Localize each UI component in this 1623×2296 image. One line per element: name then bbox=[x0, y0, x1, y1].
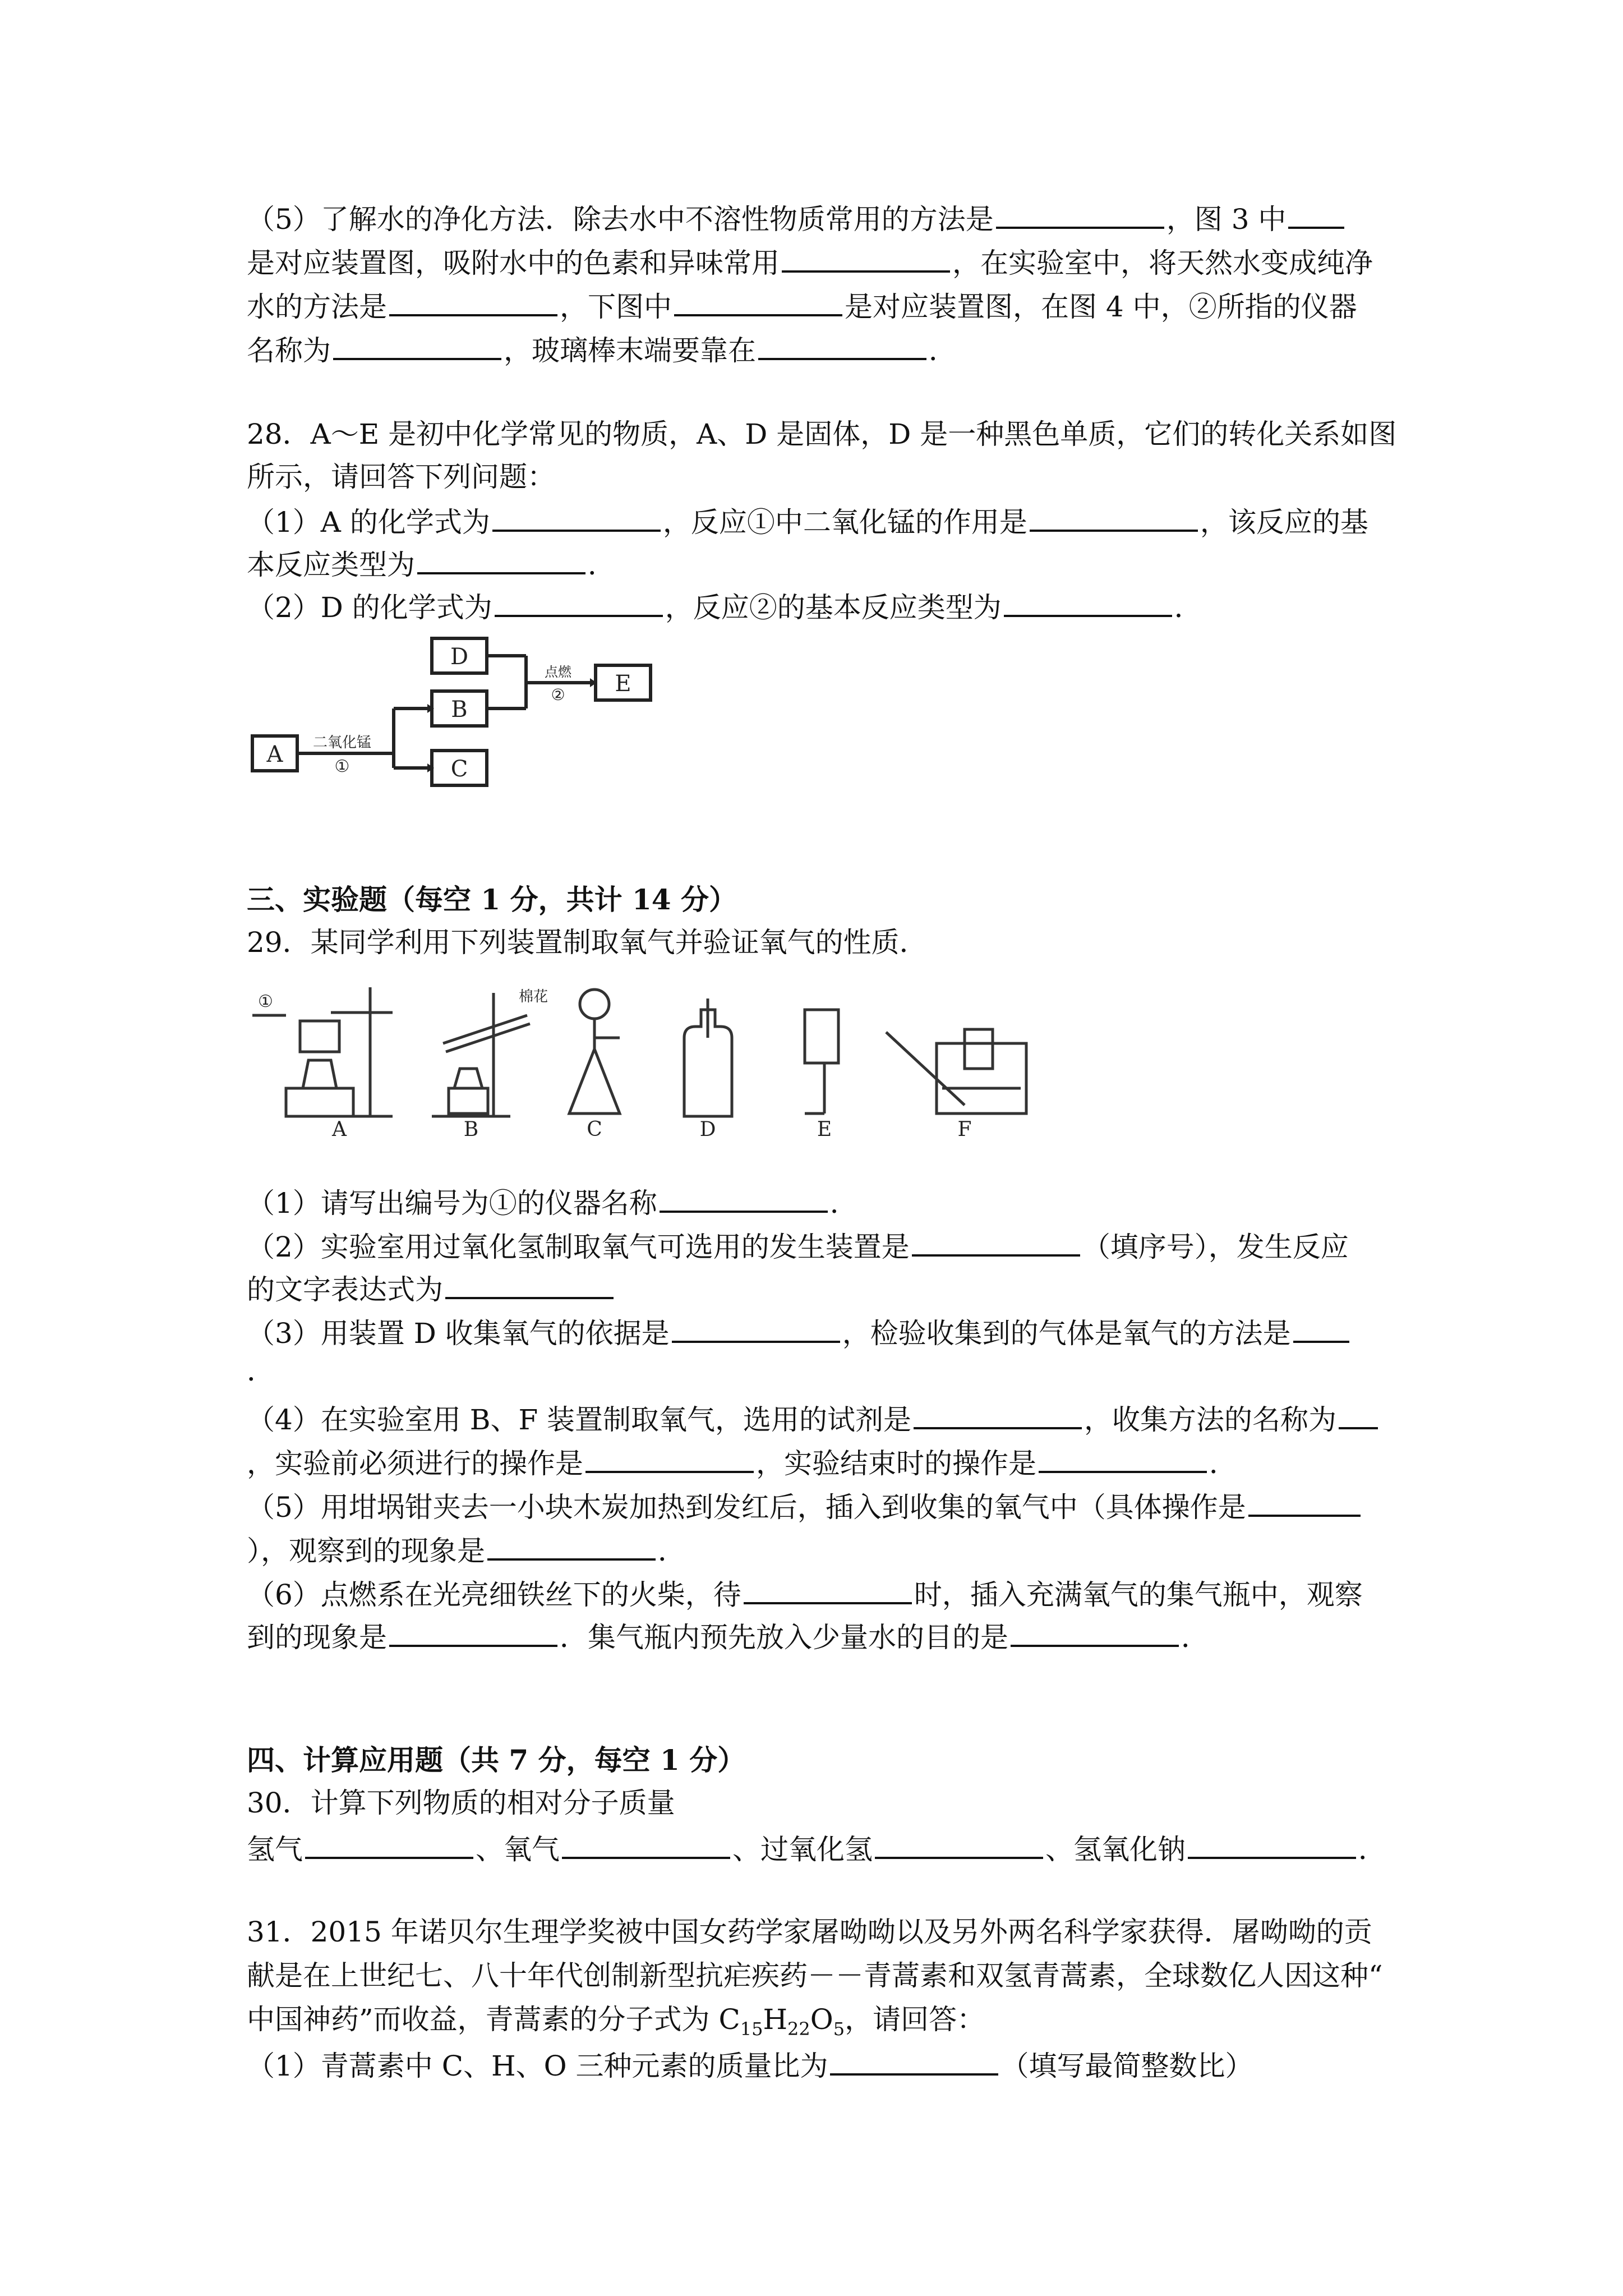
text: 名称为 bbox=[247, 334, 331, 367]
text: ，玻璃棒末端要靠在 bbox=[504, 334, 756, 367]
text: 中国神药”而收益，青蒿素的分子式为 C bbox=[247, 2003, 740, 2036]
text: ，图 3 中 bbox=[1166, 203, 1287, 236]
arrow2-condition: 点燃 bbox=[545, 664, 571, 680]
subscript: 15 bbox=[740, 2018, 763, 2040]
text: （6）点燃系在光亮细铁丝下的火柴，待 bbox=[247, 1579, 741, 1611]
q28-transformation-diagram bbox=[247, 628, 673, 808]
q27-5-line4 bbox=[247, 331, 957, 367]
answer-blank[interactable] bbox=[744, 1575, 912, 1604]
answer-blank[interactable] bbox=[417, 545, 585, 574]
answer-blank[interactable] bbox=[758, 331, 926, 360]
q31-stem-line3 bbox=[247, 2003, 985, 2046]
text: （填写最简整数比） bbox=[1000, 2050, 1253, 2082]
q28-sub1-line1 bbox=[247, 503, 1368, 539]
text: 到的现象是 bbox=[247, 1621, 387, 1654]
q27-5-line2 bbox=[247, 243, 1373, 280]
answer-blank[interactable] bbox=[305, 1830, 473, 1859]
text: O bbox=[810, 2003, 833, 2036]
q29-sub5-line2 bbox=[247, 1531, 686, 1568]
answer-blank[interactable] bbox=[1188, 1830, 1356, 1859]
answer-blank[interactable] bbox=[1293, 1314, 1349, 1343]
q29-sub6-line2 bbox=[247, 1618, 1209, 1654]
answer-blank[interactable] bbox=[1248, 1488, 1361, 1517]
text: ，反应②的基本反应类型为 bbox=[665, 591, 1002, 624]
node-C: C bbox=[450, 756, 468, 782]
section3-title: 三、实验题（每空 1 分，共计 14 分） bbox=[247, 883, 737, 916]
text: ，实验结束时的操作是 bbox=[756, 1447, 1036, 1480]
answer-blank[interactable] bbox=[674, 287, 842, 316]
text: 、氢氧化钠 bbox=[1045, 1833, 1186, 1866]
label-D: D bbox=[699, 1118, 716, 1139]
section4-title: 四、计算应用题（共 7 分，每空 1 分） bbox=[247, 1743, 746, 1777]
text: ，该反应的基 bbox=[1200, 506, 1368, 539]
text: ． bbox=[658, 1535, 686, 1567]
answer-blank[interactable] bbox=[1039, 1444, 1207, 1473]
mark-1: ① bbox=[258, 992, 273, 1011]
label-E: E bbox=[817, 1118, 832, 1139]
text: ． bbox=[1181, 1621, 1209, 1654]
answer-blank[interactable] bbox=[672, 1314, 840, 1343]
text: （2）实验室用过氧化氢制取氧气可选用的发生装置是 bbox=[247, 1231, 910, 1263]
subscript: 22 bbox=[787, 2018, 810, 2040]
text: （1）A 的化学式为 bbox=[247, 506, 490, 539]
answer-blank[interactable] bbox=[782, 243, 950, 273]
label-C: C bbox=[587, 1118, 602, 1139]
text: 本反应类型为 bbox=[247, 549, 415, 581]
text: ，在实验室中，将天然水变成纯净 bbox=[952, 247, 1373, 279]
text: ．集气瓶内预先放入少量水的目的是 bbox=[560, 1621, 1008, 1654]
text: （1）请写出编号为①的仪器名称 bbox=[247, 1187, 657, 1220]
text: ，检验收集到的气体是氧气的方法是 bbox=[842, 1317, 1291, 1350]
cotton-label: 棉花 bbox=[519, 988, 548, 1005]
text: 时，插入充满氧气的集气瓶中，观察 bbox=[914, 1579, 1363, 1611]
text: 、过氧化氢 bbox=[732, 1833, 873, 1866]
text: ，实验前必须进行的操作是 bbox=[247, 1447, 583, 1480]
answer-blank[interactable] bbox=[562, 1830, 730, 1859]
q29-sub1 bbox=[247, 1184, 858, 1220]
text: （2）D 的化学式为 bbox=[247, 591, 492, 624]
answer-blank[interactable] bbox=[495, 588, 663, 617]
answer-blank[interactable] bbox=[1339, 1400, 1378, 1429]
q29-sub3-line1 bbox=[247, 1314, 1352, 1350]
q29-sub4-line2 bbox=[247, 1444, 1237, 1480]
text: （5）用坩埚钳夹去一小块木炭加热到发红后，插入到收集的氧气中（具体操作是 bbox=[247, 1491, 1246, 1524]
text: （1）青蒿素中 C、H、O 三种元素的质量比为 bbox=[247, 2050, 828, 2082]
q29-stem: 29．某同学利用下列装置制取氧气并验证氧气的性质． bbox=[247, 926, 928, 959]
answer-blank[interactable] bbox=[492, 503, 661, 532]
answer-blank[interactable] bbox=[660, 1184, 828, 1213]
text: H bbox=[763, 2003, 788, 2036]
q28-stem-line1: 28．A～E 是初中化学常见的物质，A、D 是固体，D 是一种黑色单质，它们的转化关系如图 bbox=[247, 418, 1397, 450]
answer-blank[interactable] bbox=[912, 1227, 1080, 1257]
q29-sub2-line2 bbox=[247, 1270, 616, 1306]
text: ． bbox=[1209, 1447, 1237, 1480]
answer-blank[interactable] bbox=[1288, 200, 1344, 229]
answer-blank[interactable] bbox=[389, 1618, 557, 1647]
q30-answers bbox=[247, 1830, 1386, 1866]
text: ，反应①中二氧化锰的作用是 bbox=[662, 506, 1027, 539]
node-E: E bbox=[615, 671, 631, 697]
label-A: A bbox=[332, 1118, 347, 1139]
arrow1-number: ① bbox=[334, 757, 350, 776]
label-F: F bbox=[957, 1118, 972, 1139]
text: ． bbox=[1358, 1833, 1386, 1866]
answer-blank[interactable] bbox=[333, 331, 501, 360]
q31-stem-line2: 献是在上世纪七、八十年代创制新型抗疟疾药－－青蒿素和双氢青蒿素，全球数亿人因这种“ bbox=[247, 1959, 1383, 1992]
answer-blank[interactable] bbox=[830, 2046, 998, 2076]
text: 、氧气 bbox=[476, 1833, 560, 1866]
arrow2-number: ② bbox=[551, 685, 565, 704]
answer-blank[interactable] bbox=[1004, 588, 1172, 617]
q30-stem: 30．计算下列物质的相对分子质量 bbox=[247, 1787, 675, 1819]
text: ，下图中 bbox=[560, 291, 672, 323]
q31-sub1 bbox=[247, 2046, 1253, 2083]
answer-blank[interactable] bbox=[487, 1531, 656, 1561]
text: （5）了解水的净化方法．除去水中不溶性物质常用的方法是 bbox=[247, 203, 994, 236]
answer-blank[interactable] bbox=[445, 1270, 614, 1299]
text: ． bbox=[829, 1187, 858, 1220]
answer-blank[interactable] bbox=[585, 1444, 754, 1473]
label-B: B bbox=[463, 1118, 479, 1139]
text: 水的方法是 bbox=[247, 291, 387, 323]
text: （4）在实验室用 B、F 装置制取氧气，选用的试剂是 bbox=[247, 1404, 912, 1436]
subscript: 5 bbox=[833, 2018, 845, 2040]
text: ． bbox=[588, 549, 616, 581]
q29-sub4-line1 bbox=[247, 1400, 1380, 1437]
q28-stem-line2: 所示，请回答下列问题： bbox=[247, 461, 555, 493]
q28-sub2 bbox=[247, 588, 1202, 624]
q27-5-line1 bbox=[247, 200, 1347, 236]
q29-sub3-line2: ． bbox=[247, 1355, 275, 1387]
text: （3）用装置 D 收集氧气的依据是 bbox=[247, 1317, 670, 1350]
text: 是对应装置图，吸附水中的色素和异味常用 bbox=[247, 247, 780, 279]
node-D: D bbox=[450, 644, 469, 670]
q29-sub2-line1 bbox=[247, 1227, 1349, 1264]
text: （填序号），发生反应 bbox=[1082, 1231, 1349, 1263]
answer-blank[interactable] bbox=[875, 1830, 1043, 1859]
node-B: B bbox=[451, 697, 468, 723]
q27-5-line3 bbox=[247, 287, 1357, 324]
text: ． bbox=[1174, 591, 1202, 624]
answer-blank[interactable] bbox=[914, 1400, 1082, 1429]
text: ，收集方法的名称为 bbox=[1084, 1404, 1337, 1436]
text: 是对应装置图，在图 4 中，②所指的仪器 bbox=[845, 291, 1357, 323]
text: ． bbox=[929, 334, 957, 367]
answer-blank[interactable] bbox=[1011, 1618, 1179, 1647]
text: ），观察到的现象是 bbox=[247, 1535, 485, 1567]
text: 的文字表达式为 bbox=[247, 1273, 443, 1306]
q29-sub5-line1 bbox=[247, 1488, 1363, 1524]
q29-sub6-line1 bbox=[247, 1575, 1363, 1612]
answer-blank[interactable] bbox=[996, 200, 1164, 229]
text: 氢气 bbox=[247, 1833, 303, 1866]
q28-sub1-line2 bbox=[247, 545, 616, 582]
q29-apparatus-figure bbox=[247, 976, 1032, 1139]
answer-blank[interactable] bbox=[1030, 503, 1198, 532]
q31-stem-line1: 31．2015 年诺贝尔生理学奖被中国女药学家屠呦呦以及另外两名科学家获得．屠呦呦的贡 bbox=[247, 1916, 1372, 1948]
arrow1-condition: 二氧化锰 bbox=[312, 734, 372, 751]
text: ，请回答： bbox=[845, 2003, 985, 2036]
answer-blank[interactable] bbox=[389, 287, 557, 316]
node-A: A bbox=[266, 742, 283, 767]
